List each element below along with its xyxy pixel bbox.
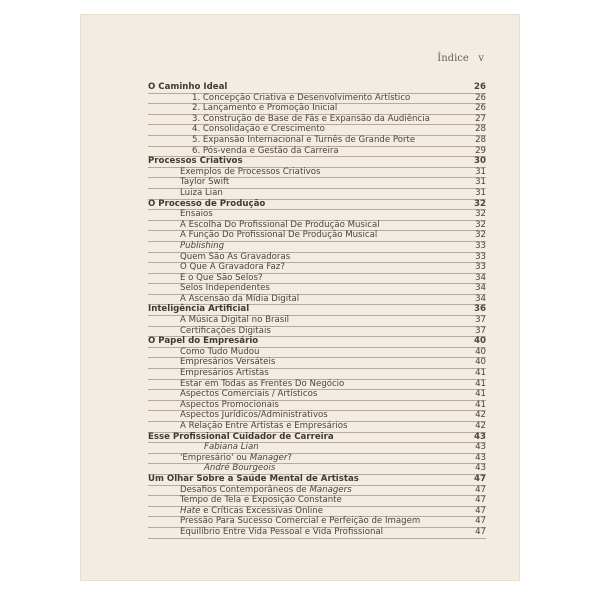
toc-entry-title: Equilíbrio Entre Vida Pessoal e Vida Profissional	[180, 526, 384, 537]
toc-entry-title: Fabiana Lian	[204, 442, 259, 453]
toc-entry-page: 40	[474, 336, 486, 347]
toc-entry-title: A Função Do Profissional De Produção Musical	[180, 230, 378, 241]
toc-entry-page: 43	[475, 452, 486, 463]
toc-entry-title: Pressão Para Sucesso Comercial e Perfeição de Imagem	[180, 516, 421, 527]
toc-entry-page: 33	[475, 240, 486, 251]
toc-entry-page: 47	[475, 526, 486, 537]
toc-entry-title: 3. Construção de Base de Fãs e Expansão da Audiência	[192, 113, 430, 124]
toc-entry-row	[148, 242, 486, 253]
toc-entry-page: 47	[475, 505, 486, 516]
toc-entry-title: Tempo de Tela e Exposição Constante	[180, 495, 342, 506]
toc-entry-page: 41	[475, 368, 486, 379]
toc-entry-page: 41	[475, 399, 486, 410]
toc-entry-title: André Bourgeois	[204, 463, 276, 474]
toc-entry-title: Exemplos de Processos Criativos	[180, 166, 321, 177]
toc-entry-title: Como Tudo Mudou	[180, 346, 260, 357]
toc-entry-page: 41	[475, 378, 486, 389]
toc-entry-title: 5. Expansão Internacional e Turnês de Grande Porte	[192, 134, 416, 145]
toc-entry-title: Aspectos Jurídicos/Administrativos	[180, 410, 328, 421]
toc-entry-title: Selos Independentes	[180, 283, 270, 294]
toc-entry-title: O Processo de Produção	[148, 198, 266, 209]
toc-entry-page: 43	[475, 442, 486, 453]
toc-entry-page: 31	[475, 187, 486, 198]
toc-entry-page: 47	[475, 484, 486, 495]
toc-entry-title: Certificações Digitais	[180, 325, 271, 336]
toc-entry-page: 33	[475, 251, 486, 262]
toc-entry-page: 28	[475, 124, 486, 135]
toc-entry-title: 4. Consolidação e Crescimento	[192, 124, 325, 135]
toc-entry-title: Estar em Todas as Frentes Do Negócio	[180, 378, 345, 389]
toc-entry-page: 47	[475, 495, 486, 506]
toc-entry-page: 47	[474, 473, 486, 484]
toc-entry-page: 42	[475, 421, 486, 431]
toc-entry-row	[148, 136, 486, 147]
toc-entry-title: Processos Criativos	[148, 156, 243, 167]
toc-entry-row	[148, 189, 486, 200]
toc-entry-title: O Papel do Empresário	[148, 336, 259, 347]
toc-entry-title: Luiza Lian	[180, 187, 223, 198]
toc-chapter-row	[148, 433, 486, 444]
toc-entry-page: 42	[475, 410, 486, 421]
toc-entry-page: 33	[475, 262, 486, 273]
toc-entry-page: 40	[475, 357, 486, 368]
toc-entry-page: 27	[475, 113, 486, 124]
toc-entry-title: O Caminho Ideal	[148, 82, 228, 92]
toc-entry-page: 34	[475, 272, 486, 283]
toc-entry-title: Desafios Contemporâneos de Managers	[180, 484, 352, 495]
toc-entry-title: Empresários Versáteis	[180, 357, 276, 368]
toc-entry-row	[148, 454, 486, 465]
toc-entry-page: 34	[475, 293, 486, 304]
toc-entry-page: 30	[474, 156, 486, 167]
header-page-number: v	[478, 53, 484, 64]
toc-entry-page: 36	[474, 304, 486, 315]
toc-entry-title: A Relação Entre Artistas e Empresários	[180, 421, 348, 431]
toc-entry-page: 28	[475, 134, 486, 145]
toc-entry-page: 47	[475, 516, 486, 527]
toc-entry-title: O Que A Gravadora Faz?	[180, 262, 285, 273]
toc-entry-title: Esse Profissional Cuidador de Carreira	[148, 431, 334, 442]
toc-entry-page: 37	[475, 315, 486, 326]
toc-entry-title: Aspectos Promocionais	[180, 399, 279, 410]
toc-entry-title: Taylor Swift	[180, 177, 230, 188]
toc-entry-page: 32	[475, 219, 486, 230]
toc-entry-title: 1. Concepção Criativa e Desenvolvimento Artístico	[192, 92, 411, 103]
toc-entry-page: 32	[474, 198, 486, 209]
toc-entry-page: 43	[474, 431, 486, 442]
header-section: Índice	[437, 53, 469, 64]
book-page	[80, 14, 520, 581]
toc-entry-page: 26	[475, 92, 486, 103]
toc-entry-title: Publishing	[180, 240, 225, 251]
toc-entry-page: 34	[475, 283, 486, 294]
table-of-contents	[148, 83, 486, 539]
toc-entry-title: Um Olhar Sobre a Saúde Mental de Artistas	[148, 473, 359, 484]
toc-entry-title: A Escolha Do Profissional De Produção Musical	[180, 219, 380, 230]
toc-entry-page: 32	[475, 230, 486, 241]
toc-entry-title: 2. Lançamento e Promoção Inicial	[192, 103, 338, 114]
toc-entry-page: 31	[475, 177, 486, 188]
toc-entry-page: 40	[475, 346, 486, 357]
toc-entry-title: 'Empresário' ou Manager?	[180, 452, 292, 463]
toc-entry-row	[148, 422, 486, 433]
toc-entry-title: Quem São As Gravadoras	[180, 251, 291, 262]
toc-entry-title: Empresários Artistas	[180, 368, 269, 379]
toc-entry-page: 29	[475, 145, 486, 156]
toc-entry-title: Ensaios	[180, 209, 213, 220]
toc-entry-title: A Música Digital no Brasil	[180, 315, 290, 326]
running-header-text	[437, 53, 484, 64]
toc-entry-title: Inteligência Artificial	[148, 304, 250, 315]
toc-entry-row	[148, 528, 486, 539]
toc-entry-page: 37	[475, 325, 486, 336]
toc-entry-page: 43	[475, 463, 486, 474]
toc-entry-page: 32	[475, 209, 486, 220]
toc-entry-title: 6. Pós-venda e Gestão da Carreira	[192, 145, 339, 156]
toc-entry-title: A Ascensão da Mídia Digital	[180, 293, 300, 304]
toc-entry-title: E o Que São Selos?	[180, 272, 263, 283]
toc-entry-page: 41	[475, 389, 486, 400]
toc-entry-title: Aspectos Comerciais / Artísticos	[180, 389, 318, 400]
toc-entry-page: 26	[474, 82, 486, 92]
running-header	[80, 53, 520, 67]
toc-chapter-row	[148, 83, 486, 94]
toc-entry-page: 31	[475, 166, 486, 177]
toc-entry-title: Hate e Críticas Excessivas Online	[180, 505, 324, 516]
toc-entry-page: 26	[475, 103, 486, 114]
